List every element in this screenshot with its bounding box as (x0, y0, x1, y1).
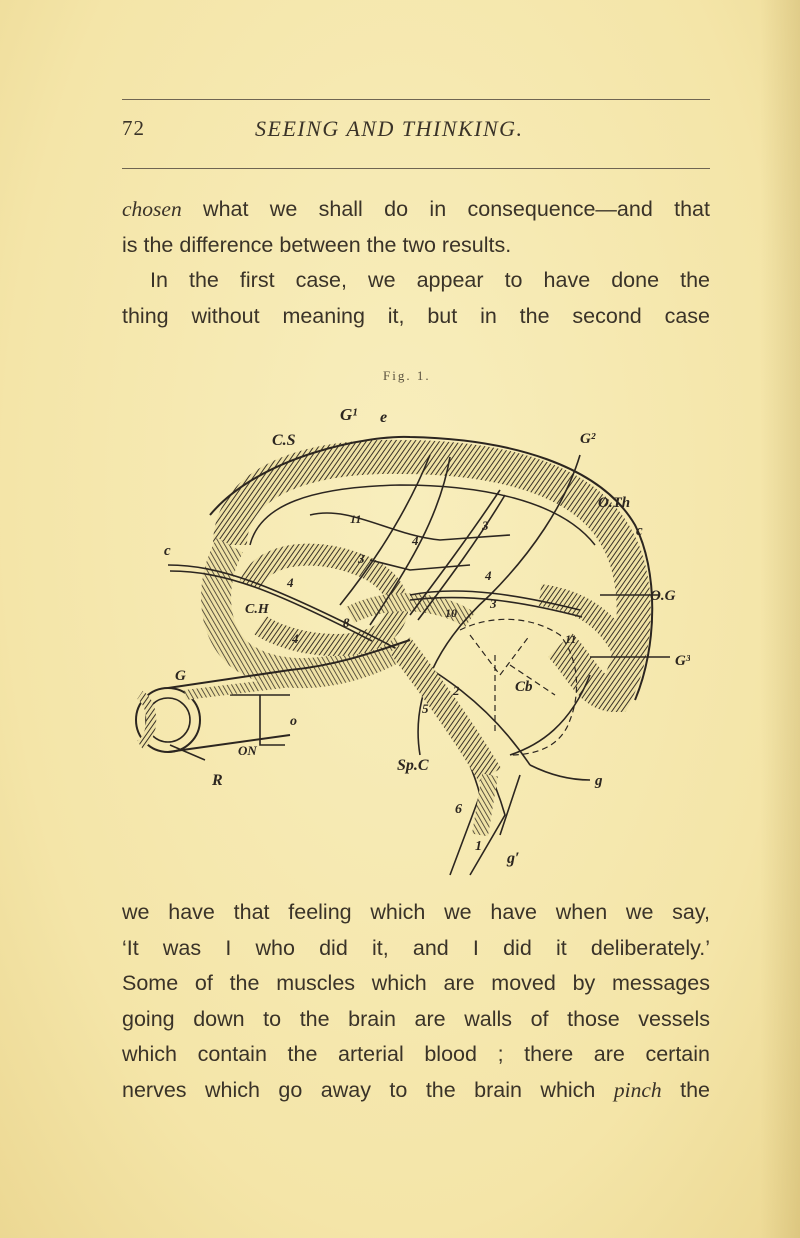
text-line (122, 1073, 710, 1109)
label-g2: G² (580, 431, 596, 447)
label-cb: Cb (515, 679, 533, 695)
text-line: ‘It was I who did it, and I did it deliberately.’ (122, 935, 710, 960)
text-line: Some of the muscles which are moved by messages (122, 971, 710, 995)
label-cs: C.S (272, 432, 296, 449)
label-o: o (290, 714, 297, 729)
label-g-bottom: g′ (507, 850, 520, 867)
text-span: the (661, 1077, 710, 1102)
text-line: we have that feeling which we have when we say, (122, 900, 710, 924)
diagram-svg (110, 395, 690, 885)
label-num-2: 2 (453, 683, 460, 698)
figure-caption: Fig. 1. (383, 368, 431, 383)
text-line (122, 192, 710, 228)
label-c-left: c (164, 543, 171, 559)
page-number: 72 (122, 116, 145, 140)
label-num-8: 8 (343, 615, 350, 630)
label-num-4d: 4 (292, 631, 299, 646)
text-line: thing without meaning it, but in the second case (122, 303, 710, 328)
label-num-5: 5 (422, 701, 429, 716)
text-span: nerves which go away to the brain which (122, 1077, 614, 1102)
brain-nerve-diagram (110, 395, 690, 885)
italic-word: chosen (122, 197, 182, 221)
running-head: SEEING AND THINKING. (255, 116, 524, 141)
text-line: In the first case, we appear to have done the (150, 268, 710, 292)
page-edge-shadow (760, 0, 800, 1238)
label-e: e (380, 409, 388, 426)
paragraph-top (122, 192, 710, 334)
label-num-3c: 3 (490, 596, 497, 611)
label-g-left: G (175, 668, 186, 684)
label-num-10: 10 (445, 606, 457, 620)
italic-word: pinch (613, 1077, 662, 1102)
label-g1: G¹ (340, 405, 358, 424)
header-rule-top (122, 99, 710, 100)
header-rule-bottom (122, 168, 710, 169)
label-ch: C.H (245, 602, 269, 617)
label-og: O.G (650, 588, 676, 604)
label-oth: O.Th (598, 495, 631, 511)
label-num-3b: 3 (482, 518, 489, 533)
label-6: 6 (455, 802, 462, 817)
label-1: 1 (475, 839, 482, 854)
label-num-4c: 4 (287, 575, 294, 590)
label-spc: Sp.C (397, 757, 429, 774)
label-c-right: c (636, 523, 643, 539)
label-r: R (212, 772, 223, 789)
label-num-11: 11 (565, 632, 577, 646)
label-num-11b: 11 (350, 512, 362, 526)
text-line: which contain the arterial blood ; there are certain (122, 1042, 710, 1066)
paragraph-bottom (122, 895, 710, 1108)
text-line: going down to the brain are walls of those vessels (122, 1006, 710, 1031)
text-line: is the difference between the two results. (122, 232, 512, 257)
label-g-lower: g (595, 773, 603, 789)
label-num-3a: 3 (358, 551, 365, 566)
label-g3: G³ (675, 653, 690, 669)
label-num-4a: 4 (412, 533, 419, 548)
label-on: ON (238, 743, 257, 758)
text-span: what we shall do in consequence—and that (181, 197, 710, 221)
label-num-4b: 4 (485, 568, 492, 583)
